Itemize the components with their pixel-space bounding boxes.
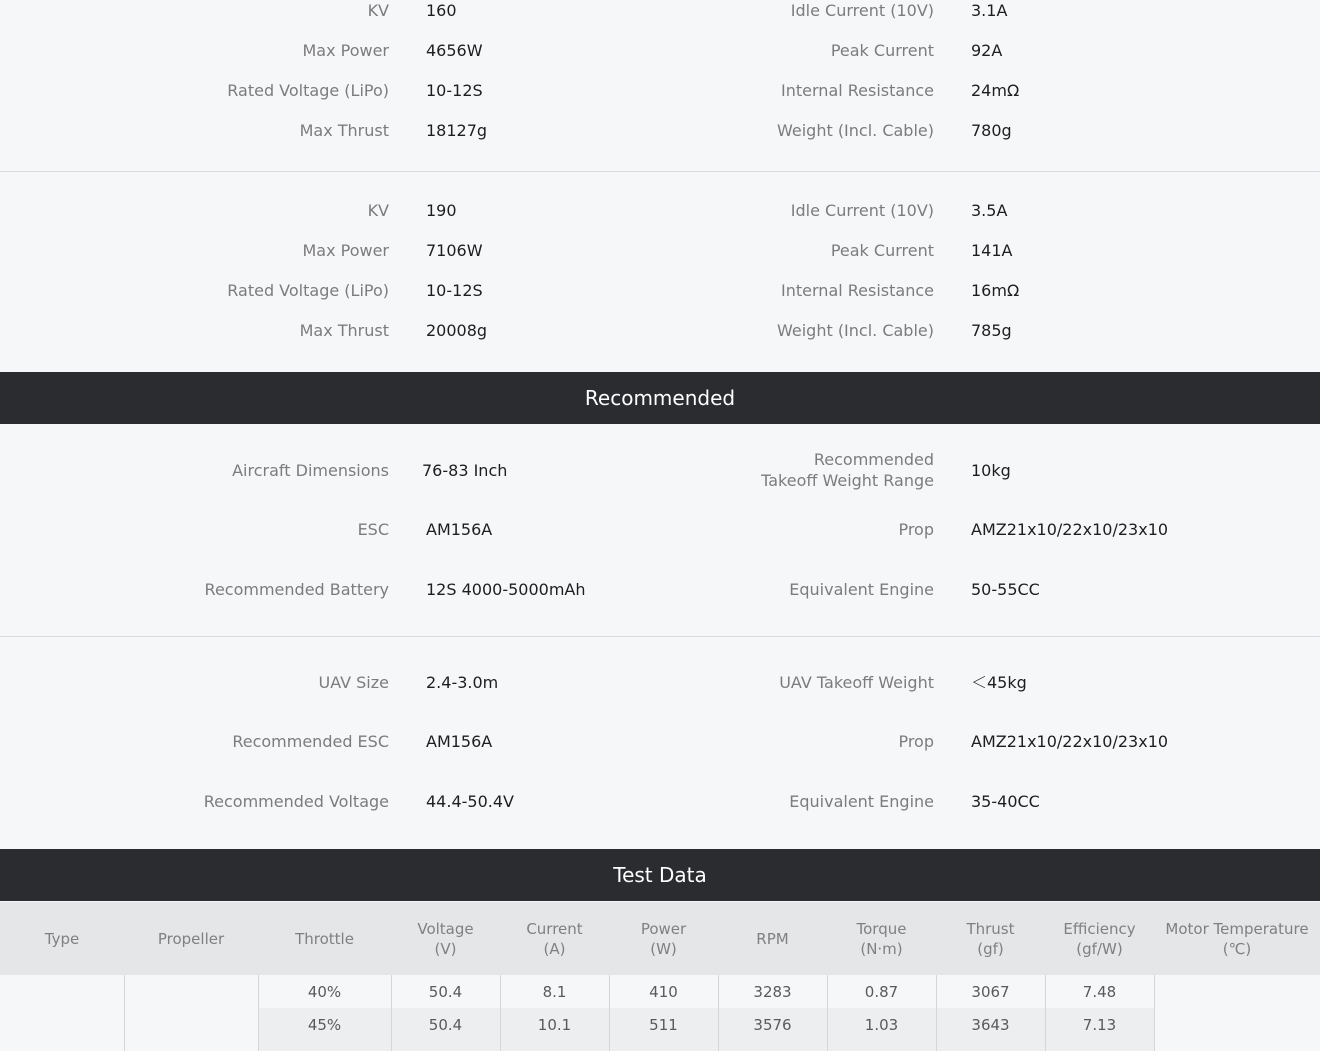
- spec-value: 92A: [971, 41, 1003, 60]
- spec-label: Prop: [898, 520, 934, 539]
- column-divider: [258, 975, 259, 1051]
- column-header-text: Propeller: [157, 929, 225, 948]
- spec-label: ESC: [357, 520, 389, 539]
- spec-label: Takeoff Weight Range: [761, 471, 934, 490]
- spec-label: Equivalent Engine: [789, 792, 934, 811]
- spec-value: ＜45kg: [971, 673, 1027, 692]
- column-header-propeller: [124, 902, 258, 975]
- table-cell: 410: [649, 982, 678, 1001]
- column-header-throttle: [258, 902, 391, 975]
- column-header-efficiency: [1045, 902, 1154, 975]
- spec-row: [0, 41, 1320, 81]
- column-header-torque: [827, 902, 936, 975]
- spec-value: 141A: [971, 241, 1013, 260]
- table-cell: 40%: [307, 982, 342, 1001]
- spec-label: Internal Resistance: [781, 81, 934, 100]
- spec-value: 3.1A: [971, 1, 1008, 20]
- column-header-voltage: [391, 902, 500, 975]
- spec-block-2: [0, 172, 1320, 372]
- column-divider: [718, 975, 719, 1051]
- column-header-unit: (V): [434, 939, 457, 958]
- spec-row: [0, 792, 1320, 832]
- table-cell: 1.03: [864, 1015, 899, 1034]
- column-header-thrust: [936, 902, 1045, 975]
- spec-value: AMZ21x10/22x10/23x10: [971, 520, 1169, 539]
- column-header-text: Throttle: [295, 929, 354, 948]
- table-cell: 3643: [971, 1015, 1010, 1034]
- spec-label: Recommended ESC: [232, 732, 389, 751]
- column-header-text: Current: [526, 919, 583, 938]
- spec-label: KV: [367, 201, 389, 220]
- spec-row: [0, 121, 1320, 161]
- spec-row: [0, 281, 1320, 321]
- spec-value: 10kg: [971, 461, 1011, 480]
- spec-label: Peak Current: [830, 41, 934, 60]
- spec-value: 24mΩ: [971, 81, 1020, 100]
- table-cell: 45%: [307, 1015, 342, 1034]
- spec-value: 76-83 Inch: [422, 461, 508, 480]
- spec-row: [0, 451, 1320, 491]
- column-divider: [1045, 975, 1046, 1051]
- spec-row: [0, 1, 1320, 41]
- spec-value: AM156A: [426, 732, 493, 751]
- column-header-power: [609, 902, 718, 975]
- spec-value: AMZ21x10/22x10/23x10: [971, 732, 1169, 751]
- spec-row: [0, 201, 1320, 241]
- spec-value: 18127g: [426, 121, 488, 140]
- table-cell: 3576: [753, 1015, 792, 1034]
- spec-row: [0, 732, 1320, 772]
- spec-value: 3.5A: [971, 201, 1008, 220]
- table-cell: 8.1: [542, 982, 567, 1001]
- table-cell: 0.87: [864, 982, 899, 1001]
- spec-label: UAV Takeoff Weight: [779, 673, 934, 692]
- spec-value: 12S 4000-5000mAh: [426, 580, 586, 599]
- column-header-text: Efficiency: [1063, 919, 1136, 938]
- table-cell: 3067: [971, 982, 1010, 1001]
- spec-row: [0, 673, 1320, 713]
- spec-row: [0, 580, 1320, 620]
- column-header-unit: (A): [543, 939, 566, 958]
- table-cell: 3283: [753, 982, 792, 1001]
- spec-block-1: [0, 0, 1320, 171]
- spec-value: 190: [426, 201, 457, 220]
- spec-label: Equivalent Engine: [789, 580, 934, 599]
- spec-label: Weight (Incl. Cable): [776, 321, 934, 340]
- spec-label: Max Power: [302, 41, 389, 60]
- spec-value: 20008g: [426, 321, 488, 340]
- column-header-text: Motor Temperature: [1165, 919, 1309, 938]
- spec-value: 2.4-3.0m: [426, 673, 499, 692]
- spec-value: 160: [426, 1, 457, 20]
- spec-label: Aircraft Dimensions: [232, 461, 389, 480]
- spec-row: [0, 321, 1320, 361]
- table-cell: 10.1: [537, 1015, 572, 1034]
- spec-label: Recommended Voltage: [203, 792, 389, 811]
- column-header-unit: (N·m): [860, 939, 903, 958]
- spec-label: Recommended Battery: [204, 580, 389, 599]
- table-row: [258, 1041, 1154, 1051]
- column-header-text: Voltage: [417, 919, 474, 938]
- table-cell: 7.13: [1082, 1015, 1117, 1034]
- column-divider: [609, 975, 610, 1051]
- table-cell: 511: [649, 1015, 678, 1034]
- recommended-header: Recommended: [0, 372, 1320, 424]
- spec-value: 35-40CC: [971, 792, 1040, 811]
- column-divider: [827, 975, 828, 1051]
- spec-label: Max Power: [302, 241, 389, 260]
- recommended-block-2: [0, 637, 1320, 849]
- spec-value: 50-55CC: [971, 580, 1040, 599]
- column-header-type: [0, 902, 124, 975]
- column-divider: [391, 975, 392, 1051]
- column-header-rpm: [718, 902, 827, 975]
- spec-label: Rated Voltage (LiPo): [227, 81, 389, 100]
- column-header-motor-temperature: [1154, 902, 1320, 975]
- spec-label: Weight (Incl. Cable): [776, 121, 934, 140]
- spec-label: Internal Resistance: [781, 281, 934, 300]
- spec-value: 785g: [971, 321, 1012, 340]
- spec-label: Peak Current: [830, 241, 934, 260]
- spec-label: Max Thrust: [299, 321, 389, 340]
- column-header-unit: (W): [650, 939, 677, 958]
- spec-value: 780g: [971, 121, 1012, 140]
- recommended-block-1: [0, 424, 1320, 636]
- spec-label: Max Thrust: [299, 121, 389, 140]
- column-header-text: Thrust: [966, 919, 1015, 938]
- spec-value: 10-12S: [426, 81, 483, 100]
- column-header-current: [500, 902, 609, 975]
- spec-label: KV: [367, 1, 389, 20]
- spec-label: Recommended: [813, 450, 934, 469]
- test-data-table-header: [0, 902, 1320, 975]
- table-row: [258, 975, 1154, 1008]
- spec-value: 16mΩ: [971, 281, 1020, 300]
- column-header-text: Power: [640, 919, 687, 938]
- test-data-header: Test Data: [0, 849, 1320, 901]
- spec-value: 44.4-50.4V: [426, 792, 514, 811]
- spec-value: 4656W: [426, 41, 483, 60]
- spec-label: Rated Voltage (LiPo): [227, 281, 389, 300]
- column-divider: [1154, 975, 1155, 1051]
- spec-row: [0, 81, 1320, 121]
- table-row: [258, 1008, 1154, 1041]
- column-header-unit: (℃): [1222, 939, 1252, 958]
- spec-value: AM156A: [426, 520, 493, 539]
- spec-row: [0, 520, 1320, 560]
- column-header-text: RPM: [756, 929, 789, 948]
- spec-label: Idle Current (10V): [790, 1, 934, 20]
- column-header-text: Torque: [856, 919, 907, 938]
- column-divider: [936, 975, 937, 1051]
- table-cell: 50.4: [428, 982, 463, 1001]
- spec-label: UAV Size: [318, 673, 389, 692]
- test-data-table-body: [0, 975, 1320, 1051]
- column-divider: [124, 975, 125, 1051]
- spec-label: Idle Current (10V): [790, 201, 934, 220]
- column-divider: [500, 975, 501, 1051]
- table-cell: 50.4: [428, 1015, 463, 1034]
- table-cell: 7.48: [1082, 982, 1117, 1001]
- column-header-unit: (gf): [977, 939, 1004, 958]
- column-header-text: Type: [44, 929, 80, 948]
- column-header-unit: (gf/W): [1076, 939, 1123, 958]
- spec-value: 10-12S: [426, 281, 483, 300]
- spec-label: Prop: [898, 732, 934, 751]
- spec-value: 7106W: [426, 241, 483, 260]
- spec-row: [0, 241, 1320, 281]
